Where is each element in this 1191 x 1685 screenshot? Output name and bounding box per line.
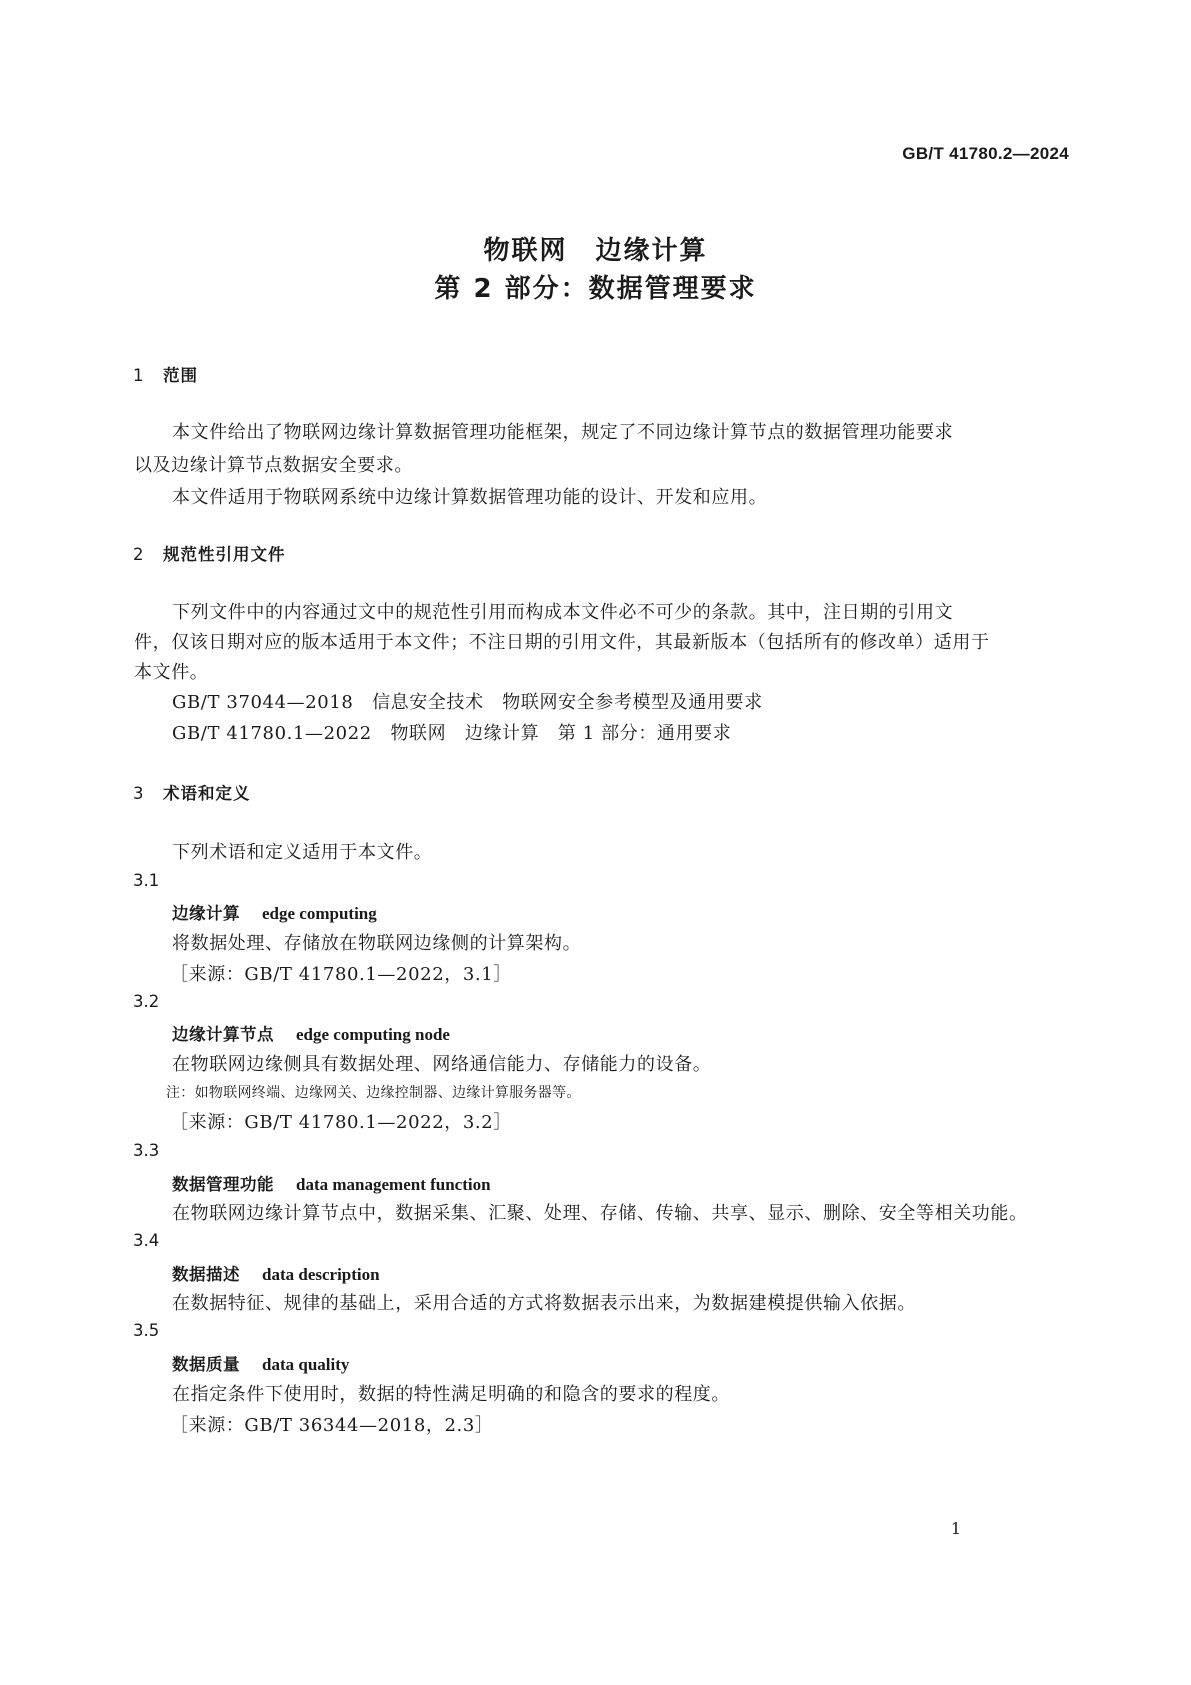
normative-reference-1: GB/T 37044—2018 信息安全技术 物联网安全参考模型及通用要求 <box>172 692 763 713</box>
term-source: ［来源：GB/T 36344—2018，2.3］ <box>170 1415 494 1436</box>
term-chinese: 数据管理功能 <box>172 1175 274 1194</box>
term-english: data quality <box>262 1355 350 1374</box>
term-chinese: 边缘计算 <box>172 904 240 923</box>
section-title: 范围 <box>163 366 198 385</box>
term-definition: 在指定条件下使用时，数据的特性满足明确的和隐含的要求的程度。 <box>172 1384 730 1405</box>
section-title: 术语和定义 <box>163 784 251 803</box>
term-number: 3.2 <box>133 992 160 1011</box>
term-note: 注：如物联网终端、边缘网关、边缘控制器、边缘计算服务器等。 <box>166 1085 581 1101</box>
page-number: 1 <box>950 1519 961 1538</box>
term-english: edge computing <box>262 904 377 923</box>
term-heading <box>172 1021 450 1045</box>
section-2-paragraph-cont: 件，仅该日期对应的版本适用于本文件；不注日期的引用文件，其最新版本（包括所有的修改单）适用于 <box>134 632 990 653</box>
term-heading <box>172 1261 380 1285</box>
section-1-paragraph-2: 本文件适用于物联网系统中边缘计算数据管理功能的设计、开发和应用。 <box>172 487 768 508</box>
term-number: 3.1 <box>133 871 160 890</box>
term-definition: 在物联网边缘侧具有数据处理、网络通信能力、存储能力的设备。 <box>172 1054 712 1075</box>
section-1-paragraph-1: 本文件给出了物联网边缘计算数据管理功能框架，规定了不同边缘计算节点的数据管理功能要求 <box>172 422 954 443</box>
title-line-2: 第 2 部分：数据管理要求 <box>434 274 757 304</box>
term-english: data management function <box>296 1175 491 1194</box>
term-heading <box>172 1171 491 1195</box>
term-number: 3.3 <box>133 1141 160 1160</box>
section-1-paragraph-1-cont: 以及边缘计算节点数据安全要求。 <box>134 455 413 476</box>
term-chinese: 边缘计算节点 <box>172 1025 274 1044</box>
standard-code: GB/T 41780.2—2024 <box>902 144 1069 163</box>
term-definition: 在数据特征、规律的基础上，采用合适的方式将数据表示出来，为数据建模提供输入依据。 <box>172 1293 916 1314</box>
term-chinese: 数据描述 <box>172 1265 240 1284</box>
term-number: 3.5 <box>133 1321 160 1340</box>
section-3-heading <box>133 780 251 804</box>
term-definition: 将数据处理、存储放在物联网边缘侧的计算架构。 <box>172 933 582 954</box>
term-heading <box>172 900 377 924</box>
section-2-paragraph: 下列文件中的内容通过文中的规范性引用而构成本文件必不可少的条款。其中，注日期的引用文 <box>172 602 954 623</box>
term-english: data description <box>262 1265 380 1284</box>
term-source: ［来源：GB/T 41780.1—2022，3.1］ <box>170 964 512 985</box>
section-1-heading <box>133 362 198 386</box>
section-number: 1 <box>133 366 145 385</box>
normative-reference-2: GB/T 41780.1—2022 物联网 边缘计算 第 1 部分：通用要求 <box>172 723 732 744</box>
title-line-1: 物联网 边缘计算 <box>483 236 708 266</box>
term-definition: 在物联网边缘计算节点中，数据采集、汇聚、处理、存储、传输、共享、显示、删除、安全等相关功能。 <box>172 1203 1028 1224</box>
term-english: edge computing node <box>296 1025 450 1044</box>
term-chinese: 数据质量 <box>172 1355 240 1374</box>
section-title: 规范性引用文件 <box>163 545 286 564</box>
section-2-paragraph-end: 本文件。 <box>134 662 209 683</box>
term-heading <box>172 1351 349 1375</box>
term-source: ［来源：GB/T 41780.1—2022，3.2］ <box>170 1112 512 1133</box>
term-number: 3.4 <box>133 1231 160 1250</box>
section-number: 3 <box>133 784 145 803</box>
section-2-heading <box>133 541 286 565</box>
section-3-intro: 下列术语和定义适用于本文件。 <box>172 842 433 863</box>
section-number: 2 <box>133 545 145 564</box>
